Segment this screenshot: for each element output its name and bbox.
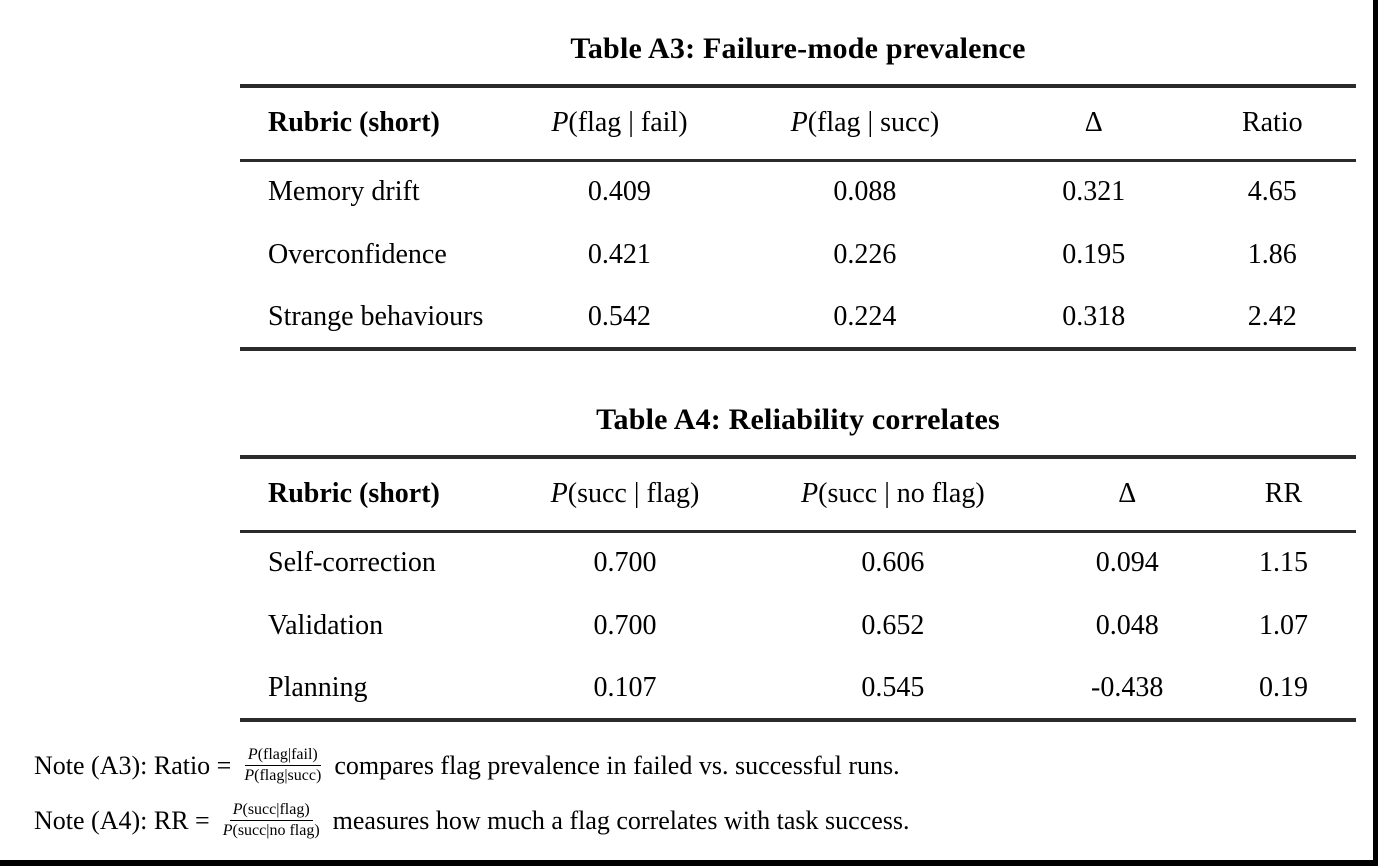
- table-a3-title: Table A3: Failure-mode prevalence: [570, 32, 1026, 65]
- column-header: P(succ | flag): [550, 478, 700, 510]
- table-a3-block: [240, 0, 1356, 351]
- table-cell: Overconfidence: [268, 238, 447, 270]
- table-cell: 0.088: [833, 176, 897, 208]
- table-cell: 0.318: [1062, 300, 1126, 332]
- table-a4-header: [240, 457, 1356, 531]
- fraction-numerator: P(succ|flag): [230, 801, 313, 821]
- fraction-denominator: P(flag|succ): [244, 767, 322, 784]
- table-cell: 0.094: [1095, 547, 1159, 579]
- column-header: Ratio: [1241, 107, 1303, 139]
- table-cell: 0.421: [587, 238, 651, 270]
- table-cell: 0.19: [1258, 671, 1308, 703]
- table-cell: 0.048: [1095, 609, 1159, 641]
- column-header: Rubric (short): [268, 478, 440, 510]
- table-cell: 0.545: [861, 671, 925, 703]
- table-a3: [240, 84, 1356, 351]
- column-header: P(flag | succ): [790, 107, 940, 139]
- table-a4-title: Table A4: Reliability correlates: [596, 403, 1000, 436]
- column-header: RR: [1264, 478, 1303, 510]
- note-a4-text: measures how much a flag correlates with task success.: [332, 805, 910, 835]
- column-header: Δ: [1084, 107, 1103, 139]
- table-cell: 2.42: [1247, 300, 1297, 332]
- table-cell: Strange behaviours: [268, 300, 484, 332]
- note-a4-fraction: [220, 801, 323, 841]
- table-cell: 0.224: [833, 300, 897, 332]
- note-a4: [34, 793, 1373, 848]
- table-row: [240, 223, 1356, 286]
- table-cell: 0.606: [861, 547, 925, 579]
- table-cell: Self-correction: [268, 547, 436, 579]
- table-a3-body: [240, 160, 1356, 349]
- table-a3-header: [240, 86, 1356, 160]
- note-a3-prefix: Note (A3): Ratio =: [34, 750, 232, 780]
- table-cell: 0.226: [833, 238, 897, 270]
- note-a3-text: compares flag prevalence in failed vs. successful runs.: [334, 750, 900, 780]
- table-cell: Validation: [268, 609, 384, 641]
- table-a4-block: [240, 403, 1356, 722]
- table-cell: 4.65: [1247, 176, 1297, 208]
- table-row: [240, 160, 1356, 223]
- fraction-denominator: P(succ|no flag): [222, 822, 320, 839]
- column-header: P(flag | fail): [551, 107, 688, 139]
- note-a3-fraction: [241, 746, 324, 786]
- table-cell: -0.438: [1091, 671, 1164, 703]
- column-header: Δ: [1118, 478, 1137, 510]
- table-row: [240, 286, 1356, 349]
- table-row: [240, 594, 1356, 657]
- footnotes: [34, 738, 1373, 848]
- table-cell: 0.195: [1062, 238, 1126, 270]
- table-cell: 0.700: [593, 547, 657, 579]
- column-header: Rubric (short): [268, 107, 440, 139]
- table-cell: Planning: [268, 671, 368, 703]
- table-cell: 1.07: [1258, 609, 1308, 641]
- table-cell: Memory drift: [268, 176, 420, 208]
- table-a4: [240, 455, 1356, 722]
- table-cell: 0.409: [587, 176, 651, 208]
- table-cell: 0.652: [861, 609, 925, 641]
- note-a3: [34, 738, 1373, 793]
- table-cell: 0.700: [593, 609, 657, 641]
- note-a4-prefix: Note (A4): RR =: [34, 805, 210, 835]
- table-cell: 0.107: [593, 671, 657, 703]
- table-a4-body: [240, 531, 1356, 720]
- table-cell: 1.15: [1258, 547, 1308, 579]
- table-cell: 0.321: [1062, 176, 1126, 208]
- table-cell: 1.86: [1247, 238, 1297, 270]
- fraction-numerator: P(flag|fail): [245, 746, 321, 766]
- table-cell: 0.542: [587, 300, 651, 332]
- table-row: [240, 657, 1356, 720]
- table-row: [240, 531, 1356, 594]
- column-header: P(succ | no flag): [801, 478, 985, 510]
